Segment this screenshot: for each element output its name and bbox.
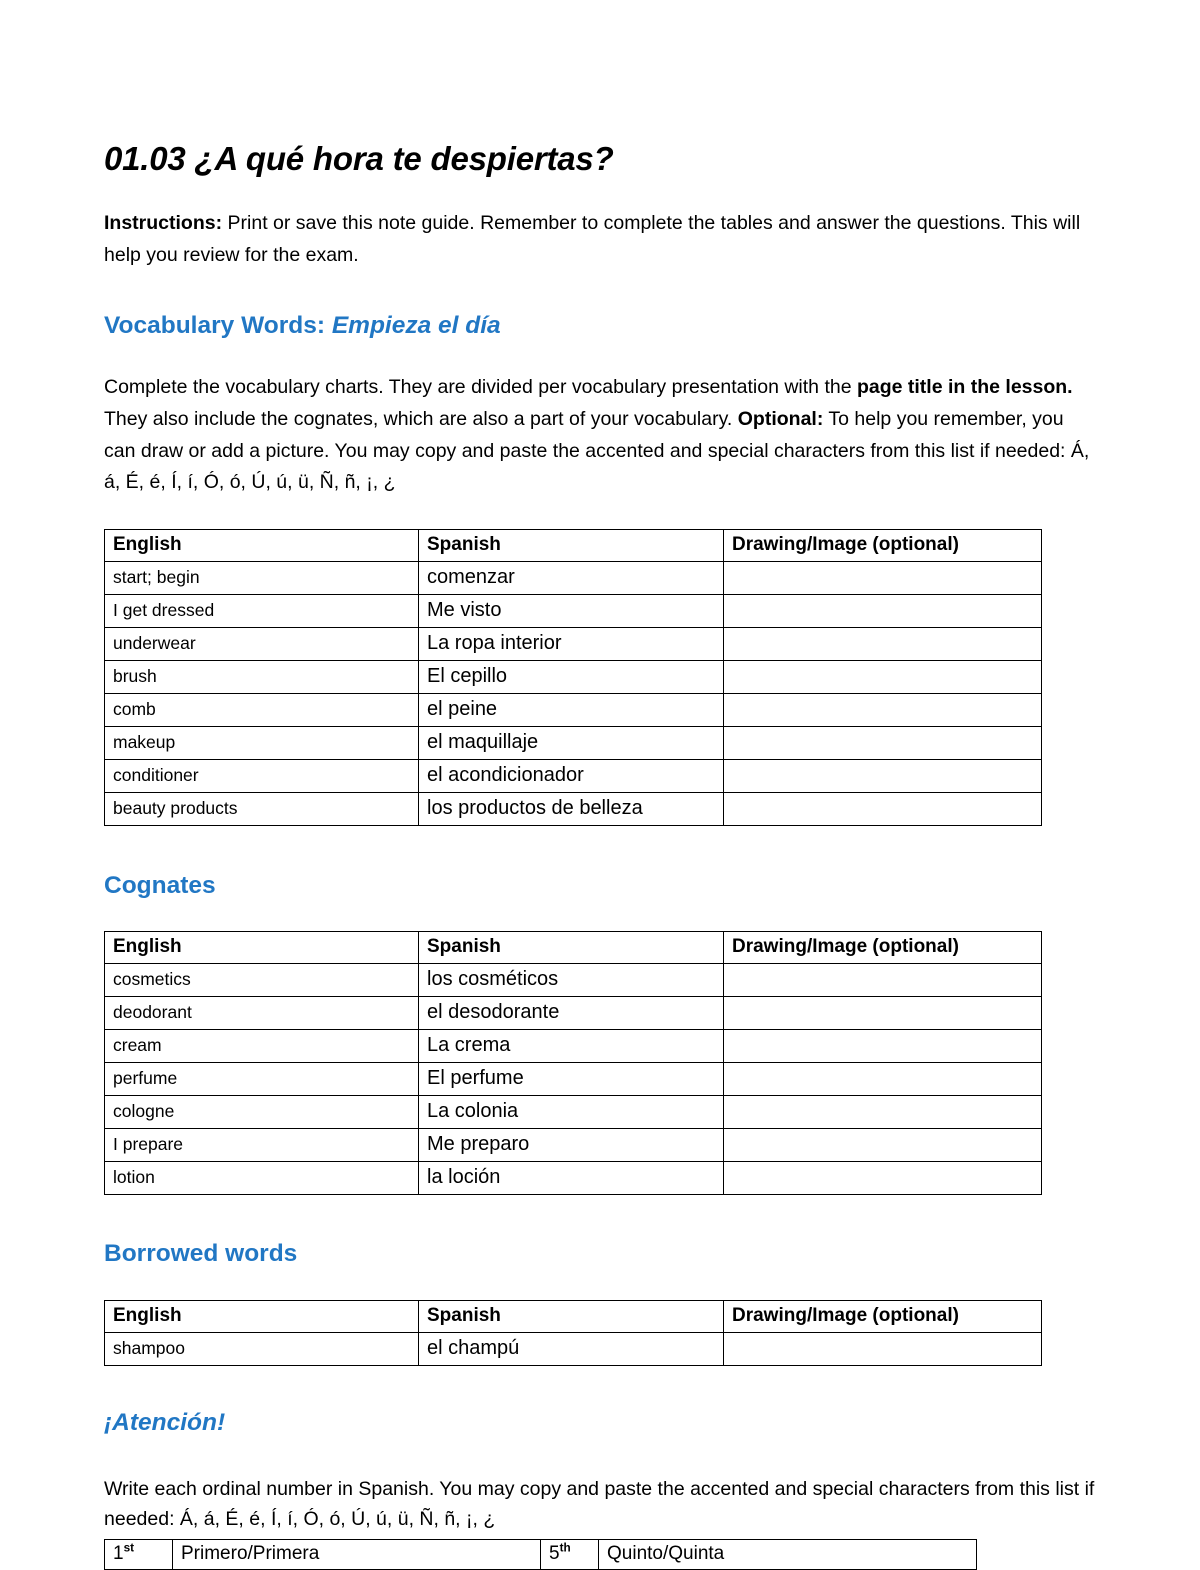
ordinal-number-value: 1	[113, 1543, 124, 1565]
cell-drawing[interactable]	[724, 627, 1042, 660]
cell-drawing[interactable]	[724, 594, 1042, 627]
spacer-after-cognates-heading	[104, 900, 1104, 931]
cell-drawing[interactable]	[724, 1162, 1042, 1195]
cognates-table	[104, 931, 1042, 1195]
vocabulary-table	[104, 529, 1042, 826]
table-row	[105, 1332, 1042, 1365]
cell-english: I prepare	[105, 1129, 419, 1162]
page-title: 01.03 ¿A qué hora te despiertas?	[104, 140, 614, 177]
cell-drawing[interactable]	[724, 1030, 1042, 1063]
table-header-row	[105, 932, 1042, 964]
cell-drawing[interactable]	[724, 1332, 1042, 1365]
table-row	[105, 1129, 1042, 1162]
vocabulary-intro-paragraph	[104, 340, 1099, 498]
cell-english: brush	[105, 660, 419, 693]
cell-english: deodorant	[105, 997, 419, 1030]
vocabulary-heading-italic: Empieza el día	[325, 312, 501, 340]
table-row	[105, 594, 1042, 627]
atencion-intro-paragraph: Write each ordinal number in Spanish. You may copy and paste the accented and special characters from this list if needed: Á, á, É, é, Í, í, Ó, ó, Ú, ú, ü, Ñ, ñ, ¡, ¿	[104, 1477, 1095, 1531]
cell-spanish: el peine	[419, 693, 724, 726]
cell-drawing[interactable]	[724, 693, 1042, 726]
cell-english: conditioner	[105, 759, 419, 792]
cell-drawing[interactable]	[724, 792, 1042, 825]
ordinals-table	[104, 1539, 977, 1570]
table-row	[105, 1030, 1042, 1063]
borrowed-words-heading: Borrowed words	[104, 1240, 298, 1268]
table-row	[105, 726, 1042, 759]
column-header-english: English	[105, 932, 419, 964]
table-header-row	[105, 1300, 1042, 1332]
table-row	[105, 627, 1042, 660]
instructions-paragraph	[104, 178, 1094, 271]
cell-english: underwear	[105, 627, 419, 660]
table-row	[105, 792, 1042, 825]
column-header-drawing: Drawing/Image (optional)	[724, 1300, 1042, 1332]
vocab-intro-part2: They also include the cognates, which are also a part of your vocabulary.	[104, 408, 738, 431]
document-content	[104, 0, 1104, 1570]
table-row	[105, 1540, 977, 1570]
column-header-spanish: Spanish	[419, 1300, 724, 1332]
cell-ordinal-number-fifth	[541, 1540, 599, 1570]
table-row	[105, 660, 1042, 693]
cognates-heading: Cognates	[104, 871, 216, 899]
instructions-label: Instructions:	[104, 211, 223, 234]
cell-spanish: El perfume	[419, 1063, 724, 1096]
cell-ordinal-word-fifth[interactable]: Quinto/Quinta	[599, 1540, 977, 1570]
borrowed-words-table	[104, 1300, 1042, 1366]
cell-drawing[interactable]	[724, 660, 1042, 693]
table-row	[105, 964, 1042, 997]
vocabulary-heading	[104, 271, 1104, 340]
cell-spanish: La crema	[419, 1030, 724, 1063]
column-header-spanish: Spanish	[419, 529, 724, 561]
cell-spanish: El cepillo	[419, 660, 724, 693]
cell-spanish: el desodorante	[419, 997, 724, 1030]
cell-spanish: Me visto	[419, 594, 724, 627]
cell-spanish: los productos de belleza	[419, 792, 724, 825]
ordinal-number-value: 5	[549, 1543, 560, 1565]
cell-drawing[interactable]	[724, 1096, 1042, 1129]
cell-english: makeup	[105, 726, 419, 759]
table-row	[105, 1063, 1042, 1096]
ordinal-suffix: th	[559, 1542, 571, 1556]
vocab-intro-part3: To help you remember, you can draw or add a picture. You may copy and paste the accented and special characters from this list if needed:	[104, 408, 1066, 462]
cell-drawing[interactable]	[724, 561, 1042, 594]
table-row	[105, 1096, 1042, 1129]
spacer-before-atencion	[104, 1366, 1104, 1408]
table-row	[105, 1162, 1042, 1195]
ordinal-suffix: st	[123, 1542, 135, 1556]
special-characters-list: Á, á, É, é, Í, í, Ó, ó, Ú, ú, ü, Ñ, ñ, ¡, ¿	[104, 439, 1090, 494]
cell-english: lotion	[105, 1162, 419, 1195]
cell-english: shampoo	[105, 1332, 419, 1365]
table-row	[105, 561, 1042, 594]
vocab-intro-part1: Complete the vocabulary charts. They are divided per vocabulary presentation with the	[104, 376, 857, 399]
cell-english: I get dressed	[105, 594, 419, 627]
table-row	[105, 759, 1042, 792]
cell-english: cosmetics	[105, 964, 419, 997]
cell-drawing[interactable]	[724, 1063, 1042, 1096]
cell-english: start; begin	[105, 561, 419, 594]
spacer-before-vocab-table	[104, 499, 1104, 529]
cell-drawing[interactable]	[724, 964, 1042, 997]
cell-spanish: los cosméticos	[419, 964, 724, 997]
cell-spanish: el acondicionador	[419, 759, 724, 792]
cell-drawing[interactable]	[724, 1129, 1042, 1162]
cell-drawing[interactable]	[724, 726, 1042, 759]
spacer-before-cognates	[104, 826, 1104, 871]
spacer-after-borrowed-heading	[104, 1269, 1104, 1300]
cell-spanish: comenzar	[419, 561, 724, 594]
table-header-row	[105, 529, 1042, 561]
cell-english: comb	[105, 693, 419, 726]
cell-english: perfume	[105, 1063, 419, 1096]
cell-drawing[interactable]	[724, 759, 1042, 792]
vocab-intro-bold2: Optional:	[737, 408, 824, 431]
column-header-drawing: Drawing/Image (optional)	[724, 932, 1042, 964]
column-header-spanish: Spanish	[419, 932, 724, 964]
cell-spanish: el maquillaje	[419, 726, 724, 759]
cell-ordinal-number-first	[105, 1540, 173, 1570]
cell-english: cream	[105, 1030, 419, 1063]
instructions-text: Print or save this note guide. Remember to complete the tables and answer the questions. This will help you review for the exam.	[104, 211, 1081, 266]
column-header-english: English	[105, 1300, 419, 1332]
spacer-after-atencion-heading	[104, 1437, 1104, 1474]
cell-drawing[interactable]	[724, 997, 1042, 1030]
cell-spanish: Me preparo	[419, 1129, 724, 1162]
cell-spanish: la loción	[419, 1162, 724, 1195]
table-row	[105, 693, 1042, 726]
cell-spanish: el champú	[419, 1332, 724, 1365]
vocabulary-heading-label: Vocabulary Words:	[104, 312, 326, 340]
cell-ordinal-word-first[interactable]: Primero/Primera	[173, 1540, 541, 1570]
vocab-intro-bold1: page title in the lesson.	[856, 376, 1073, 399]
column-header-english: English	[105, 529, 419, 561]
spacer-before-borrowed	[104, 1195, 1104, 1239]
table-row	[105, 997, 1042, 1030]
cell-spanish: La colonia	[419, 1096, 724, 1129]
cell-english: beauty products	[105, 792, 419, 825]
atencion-heading: ¡Atención!	[104, 1408, 226, 1436]
column-header-drawing: Drawing/Image (optional)	[724, 529, 1042, 561]
cell-english: cologne	[105, 1096, 419, 1129]
cell-spanish: La ropa interior	[419, 627, 724, 660]
